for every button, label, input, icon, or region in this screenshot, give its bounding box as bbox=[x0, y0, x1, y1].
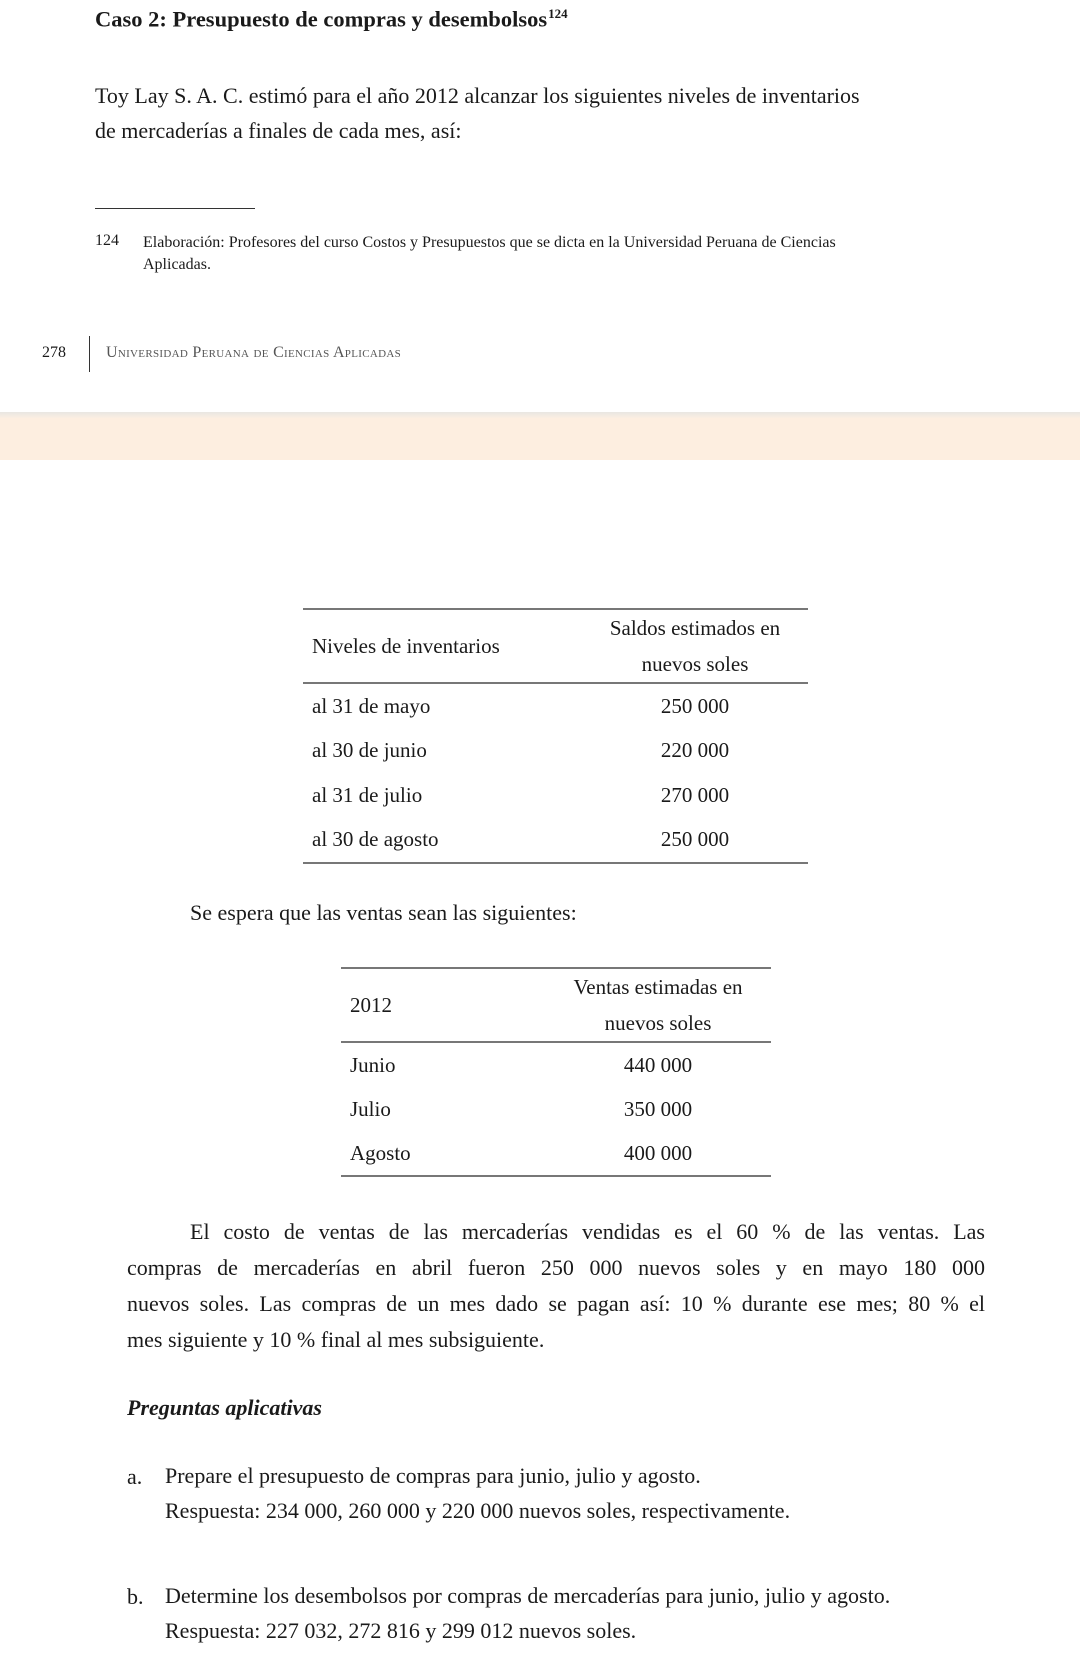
table-row bbox=[341, 1087, 771, 1131]
sales-row-value: 400 000 bbox=[545, 1131, 771, 1176]
inventory-col2-header-line2: nuevos soles bbox=[582, 646, 808, 683]
footnote-ref: 124 bbox=[548, 6, 568, 21]
inventory-row-label: al 30 de junio bbox=[312, 738, 427, 763]
sales-row-value: 350 000 bbox=[623, 1096, 693, 1121]
sales-intro: Se espera que las ventas sean las siguientes: bbox=[190, 900, 577, 925]
inventory-row-label: al 31 de mayo bbox=[312, 693, 431, 718]
inventory-table bbox=[303, 608, 808, 864]
page-gap bbox=[0, 418, 1080, 460]
table-row bbox=[303, 729, 808, 774]
running-head: Universidad Peruana de Ciencias Aplicadas bbox=[106, 344, 401, 361]
intro-line-2: de mercaderías a finales de cada mes, así: bbox=[95, 118, 462, 143]
footnote-rule bbox=[95, 208, 255, 209]
case-title bbox=[95, 6, 568, 33]
inventory-row-value: 220 000 bbox=[660, 738, 730, 763]
inventory-row-value: 250 000 bbox=[660, 693, 730, 718]
page-number-divider bbox=[89, 336, 90, 372]
table-row bbox=[303, 773, 808, 818]
case-title-text: Caso 2: Presupuesto de compras y desembolsos bbox=[95, 6, 548, 32]
table-row bbox=[303, 818, 808, 864]
table-row bbox=[341, 1042, 771, 1087]
cost-line-1 bbox=[127, 1214, 985, 1250]
cost-paragraph bbox=[127, 1214, 985, 1358]
intro-paragraph bbox=[95, 78, 985, 148]
cost-line-2: compras de mercaderías en abril fueron 250 000 nuevos soles y en mayo 180 000 bbox=[127, 1255, 985, 1280]
footnote-text bbox=[143, 232, 993, 276]
sales-row-label: Agosto bbox=[341, 1131, 545, 1176]
intro-line-1: Toy Lay S. A. C. estimó para el año 2012 alcanzar los siguientes niveles de inventarios bbox=[95, 83, 860, 108]
question-answer: Respuesta: 234 000, 260 000 y 220 000 nuevos soles, respectivamente. bbox=[165, 1498, 791, 1523]
sales-row-label: Julio bbox=[350, 1096, 391, 1121]
inventory-col1-header: Niveles de inventarios bbox=[303, 609, 582, 683]
inventory-row-value: 250 000 bbox=[582, 818, 808, 864]
cost-line-3: nuevos soles. Las compras de un mes dado se pagan así: 10 % durante ese mes; 80 % el bbox=[127, 1291, 985, 1316]
sales-table bbox=[341, 967, 771, 1177]
question-item bbox=[165, 1458, 1005, 1528]
table-row bbox=[303, 683, 808, 729]
inventory-header-row bbox=[303, 609, 808, 646]
question-text: Prepare el presupuesto de compras para junio, julio y agosto. bbox=[165, 1463, 701, 1488]
questions-heading: Preguntas aplicativas bbox=[127, 1395, 322, 1420]
sales-col1-header: 2012 bbox=[341, 968, 545, 1042]
sales-header-row bbox=[341, 968, 771, 1005]
sales-row-value: 440 000 bbox=[623, 1052, 693, 1077]
sales-col2-header-line1: Ventas estimadas en bbox=[545, 968, 771, 1005]
inventory-row-label: al 30 de agosto bbox=[303, 818, 582, 864]
cost-line-1-text: El costo de ventas de las mercaderías vendidas es el 60 % de las ventas. Las bbox=[190, 1219, 985, 1244]
footnote-number: 124 bbox=[95, 232, 119, 249]
question-answer: Respuesta: 227 032, 272 816 y 299 012 nuevos soles. bbox=[165, 1618, 637, 1643]
page-number: 278 bbox=[42, 344, 66, 361]
question-letter: b. bbox=[127, 1584, 144, 1609]
sales-row-label: Junio bbox=[350, 1052, 396, 1077]
inventory-col2-header-line1: Saldos estimados en bbox=[582, 609, 808, 646]
footnote-line-1: Elaboración: Profesores del curso Costos y Presupuestos que se dicta en la Universidad Peruana de Ciencias bbox=[143, 234, 836, 251]
question-letter: a. bbox=[127, 1464, 143, 1489]
inventory-row-label: al 31 de julio bbox=[312, 782, 423, 807]
inventory-row-value: 270 000 bbox=[660, 782, 730, 807]
question-text: Determine los desembolsos por compras de mercaderías para junio, julio y agosto. bbox=[165, 1583, 891, 1608]
footnote-line-2: Aplicadas. bbox=[143, 256, 211, 273]
question-item bbox=[165, 1578, 1005, 1648]
sales-col2-header-line2: nuevos soles bbox=[545, 1005, 771, 1042]
cost-line-4: mes siguiente y 10 % final al mes subsiguiente. bbox=[127, 1327, 545, 1352]
table-row bbox=[341, 1131, 771, 1176]
